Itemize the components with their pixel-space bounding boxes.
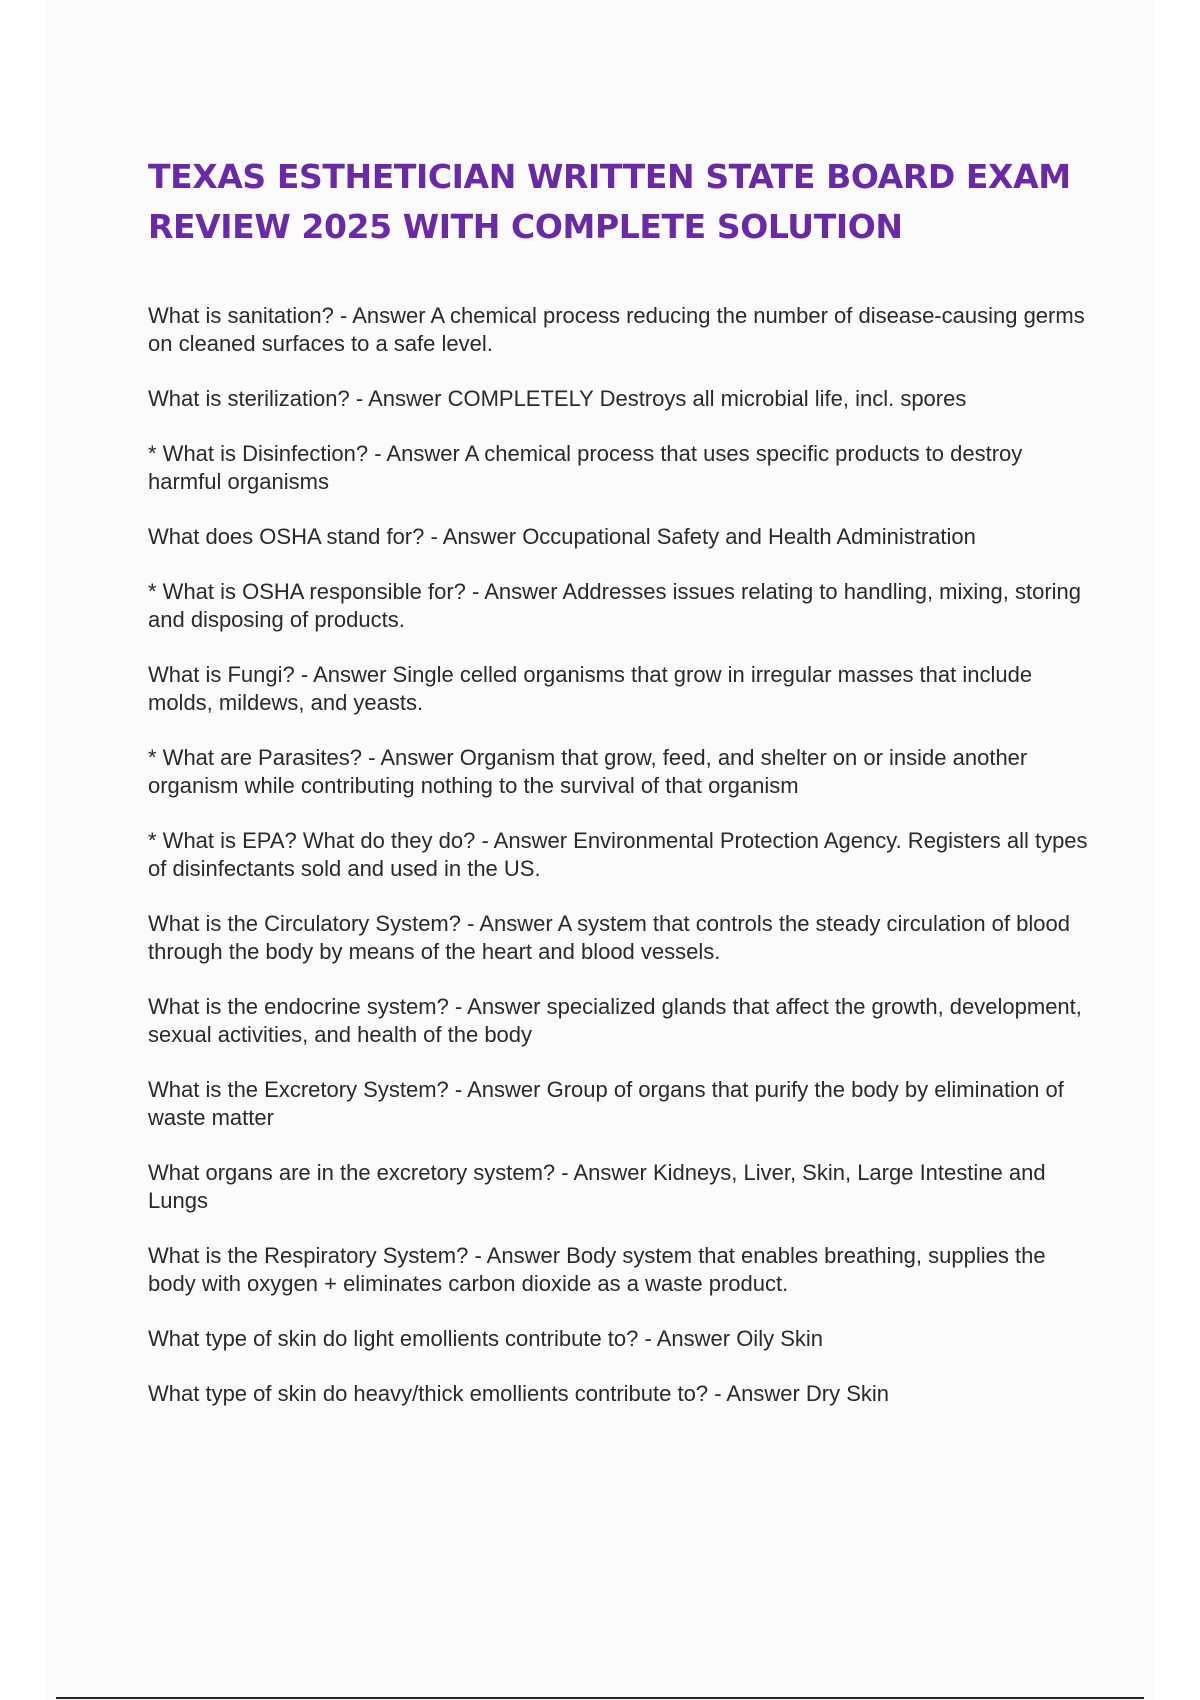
answer-separator: - Answer <box>294 662 393 687</box>
qa-item <box>148 523 1088 551</box>
answer: specialized glands that affect the growth, development, sexual activities, and health of the body <box>148 994 1082 1047</box>
answer-separator: - Answer <box>460 911 558 936</box>
answer: Organism that grow, feed, and shelter on or inside another organism while contributing nothing to the survival of that organism <box>148 745 1028 798</box>
qa-item <box>148 578 1088 634</box>
answer: Occupational Safety and Health Administration <box>522 524 976 549</box>
answer: Dry Skin <box>805 1381 890 1406</box>
question: What is sanitation? <box>148 303 334 328</box>
qa-item <box>148 1325 1088 1353</box>
question: * What is Disinfection? <box>148 441 369 466</box>
qa-item <box>148 744 1088 800</box>
answer: Body system that enables breathing, supplies the body with oxygen + eliminates carbon dioxide as a waste product. <box>148 1243 1046 1296</box>
answer: A chemical process that uses specific products to destroy harmful organisms <box>148 441 1023 494</box>
answer: Group of organs that purify the body by elimination of waste matter <box>148 1077 1064 1130</box>
question: What is Fungi? <box>148 662 295 687</box>
answer: Addresses issues relating to handling, mixing, storing and disposing of products. <box>148 579 1082 632</box>
answer: Single celled organisms that grow in irregular masses that include molds, mildews, and yeasts. <box>148 662 1033 715</box>
answer-separator: - Answer <box>468 1243 567 1268</box>
qa-list <box>148 302 1088 1435</box>
qa-item <box>148 1380 1088 1408</box>
answer: Environmental Protection Agency. Registers all types of disinfectants sold and used in the US. <box>148 828 1088 881</box>
answer-separator: - Answer <box>349 386 448 411</box>
answer-separator: - Answer <box>475 828 574 853</box>
answer-separator: - Answer <box>424 524 523 549</box>
question: * What is EPA? What do they do? <box>148 828 476 853</box>
question: What is sterilization? <box>148 386 350 411</box>
answer-separator: - Answer <box>448 1077 547 1102</box>
qa-item <box>148 827 1088 883</box>
qa-item <box>148 440 1088 496</box>
answer-separator: - Answer <box>333 303 431 328</box>
qa-item <box>148 385 1088 413</box>
qa-item <box>148 1159 1088 1215</box>
qa-item <box>148 910 1088 966</box>
question: * What is OSHA responsible for? <box>148 579 466 604</box>
question: What type of skin do light emollients contribute to? <box>148 1326 639 1351</box>
qa-item <box>148 661 1088 717</box>
qa-item <box>148 1242 1088 1298</box>
qa-item <box>148 302 1088 358</box>
answer: A system that controls the steady circulation of blood through the body by means of the heart and blood vessels. <box>148 911 1070 964</box>
page-bottom-rule <box>56 1697 1144 1699</box>
answer-separator: - Answer <box>361 745 460 770</box>
answer-separator: - Answer <box>555 1160 653 1185</box>
answer: Oily Skin <box>736 1326 823 1351</box>
question: What type of skin do heavy/thick emollients contribute to? <box>148 1381 709 1406</box>
answer-separator: - Answer <box>448 994 547 1019</box>
question: What is the endocrine system? <box>148 994 449 1019</box>
qa-item <box>148 993 1088 1049</box>
question: What is the Circulatory System? <box>148 911 461 936</box>
question: * What are Parasites? <box>148 745 362 770</box>
answer-separator: - Answer <box>368 441 465 466</box>
answer-separator: - Answer <box>638 1326 737 1351</box>
document-title: TEXAS ESTHETICIAN WRITTEN STATE BOARD EXAM REVIEW 2025 WITH COMPLETE SOLUTION <box>148 157 1071 246</box>
answer: COMPLETELY Destroys all microbial life, incl. spores <box>447 386 967 411</box>
question: What does OSHA stand for? <box>148 524 425 549</box>
question: What is the Excretory System? <box>148 1077 449 1102</box>
answer-separator: - Answer <box>465 579 563 604</box>
question: What organs are in the excretory system? <box>148 1160 556 1185</box>
question: What is the Respiratory System? <box>148 1243 469 1268</box>
qa-item <box>148 1076 1088 1132</box>
answer: Kidneys, Liver, Skin, Large Intestine and Lungs <box>148 1160 1046 1213</box>
answer: A chemical process reducing the number of disease-causing germs on cleaned surfaces to a safe level. <box>148 303 1085 356</box>
answer-separator: - Answer <box>708 1381 806 1406</box>
